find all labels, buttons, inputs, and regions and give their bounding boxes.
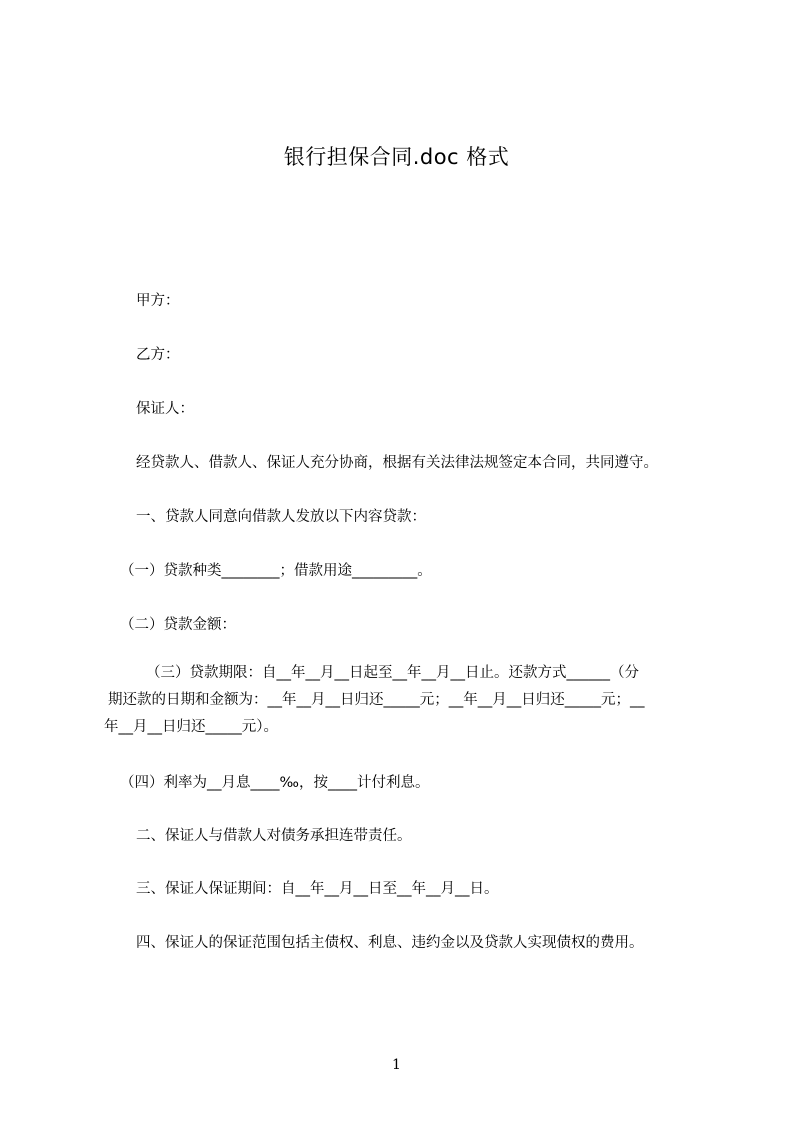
page-number: 1 <box>392 1057 401 1073</box>
clause-3: 三、保证人保证期间：自__年__月__日至__年__月__日。 <box>136 881 499 897</box>
party-b-line: 乙方： <box>136 347 180 363</box>
clause-1-item-1: （一）贷款种类________；借款用途_________。 <box>120 563 432 579</box>
document-title: 银行担保合同.doc 格式 <box>283 145 510 169</box>
clause-1-item-3-line-3: 年__月__日归还_____元）。 <box>104 719 278 735</box>
clause-1-item-4: （四）利率为__月息____‰，按____计付利息。 <box>120 775 430 791</box>
clause-2: 二、保证人与借款人对债务承担连带责任。 <box>136 828 412 844</box>
party-a-line: 甲方： <box>136 293 180 309</box>
guarantor-line: 保证人： <box>136 401 194 417</box>
clause-1: 一、贷款人同意向借款人发放以下内容贷款： <box>136 509 426 525</box>
clause-4: 四、保证人的保证范围包括主债权、利息、违约金以及贷款人实现债权的费用。 <box>136 935 644 951</box>
clause-1-item-3-line-1: （三）贷款期限：自__年__月__日起至__年__月__日止。还款方式______（分 <box>146 665 639 681</box>
clause-1-item-2: （二）贷款金额： <box>120 617 236 633</box>
clause-1-item-3-line-2: 期还款的日期和金额为：__年__月__日归还_____元；__年__月__日归还_____元；__ <box>108 692 645 708</box>
intro-paragraph: 经贷款人、借款人、保证人充分协商，根据有关法律法规签定本合同，共同遵守。 <box>136 455 658 471</box>
clause-1-item-3 <box>104 660 716 741</box>
